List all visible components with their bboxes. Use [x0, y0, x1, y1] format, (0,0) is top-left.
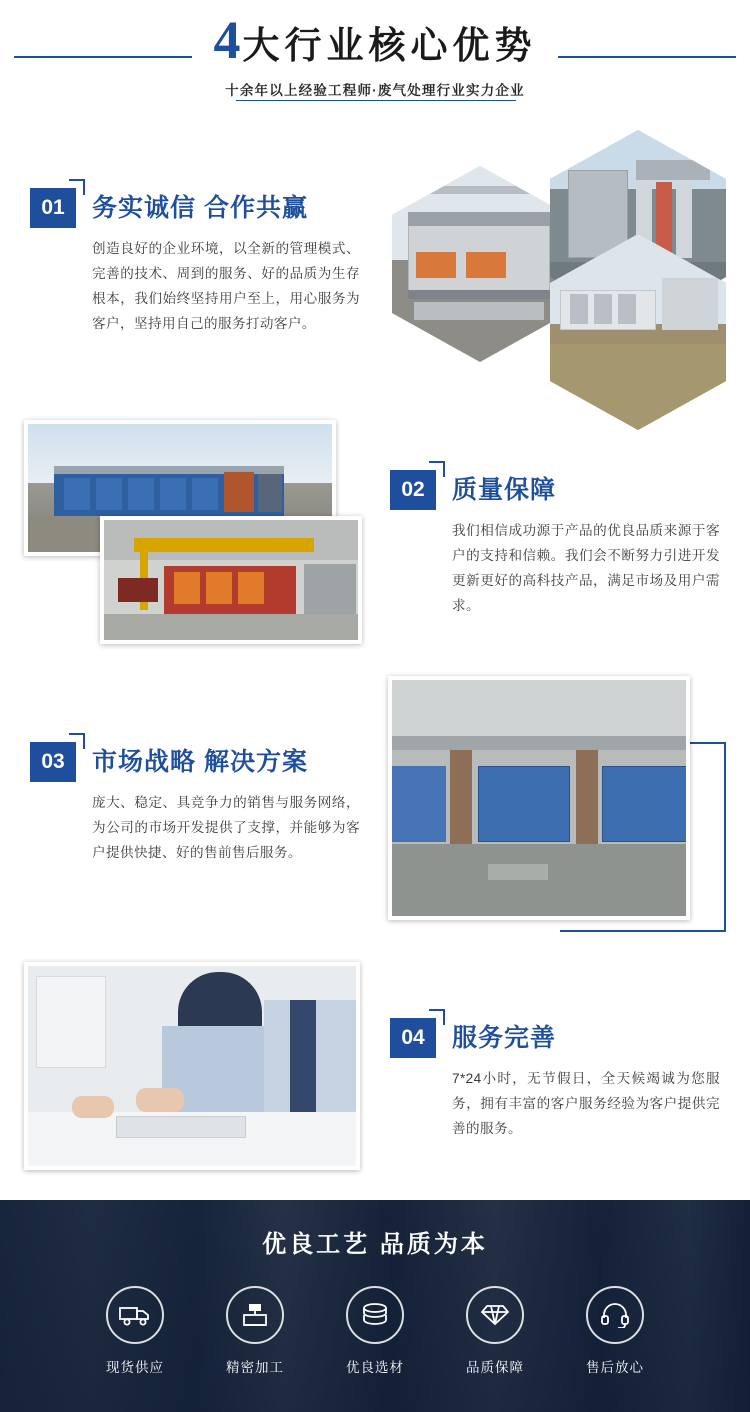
diamond-icon: [466, 1286, 524, 1344]
banner-item-3: [449, 1286, 541, 1376]
section-04: [390, 1018, 720, 1141]
section-03-title: 市场战略 解决方案: [92, 748, 308, 776]
section-04-body: 7*24小时，无节假日，全天候竭诚为您服务，拥有丰富的客户服务经验为客户提供完善的服务。: [452, 1071, 720, 1136]
bottom-banner: [0, 1200, 750, 1412]
banner-item-4: [569, 1286, 661, 1376]
section-02-number-badge: [390, 470, 436, 510]
hex-photo-left-image: [392, 166, 568, 362]
section-01-number: 01: [30, 188, 76, 228]
banner-item-1: [209, 1286, 301, 1376]
banner-title: 优良工艺 品质为本: [262, 1231, 488, 1258]
section-01-number-badge: [30, 188, 76, 228]
header-subtitle: 十余年以上经验工程师·废气处理行业实力企业: [225, 83, 525, 98]
banner-item-0-label: 现货供应: [106, 1360, 164, 1375]
factory-icon: [226, 1286, 284, 1344]
section-04-number: 04: [390, 1018, 436, 1058]
header-title-row: [213, 10, 537, 70]
section-03-number: 03: [30, 742, 76, 782]
header-underline: [236, 100, 516, 101]
banner-item-2-label: 优良选材: [346, 1360, 404, 1375]
photo-04: [24, 962, 360, 1170]
header-rule-left: [14, 56, 192, 58]
headset-icon: [586, 1286, 644, 1344]
section-02-body: 我们相信成功源于产品的优良品质来源于客户的支持和信赖。我们会不断努力引进开发更新更好的高科技产品，满足市场及用户需求。: [452, 523, 720, 613]
hex-photo-left: [392, 166, 568, 362]
section-03-body: 庞大、稳定、具竞争力的销售与服务网络，为公司的市场开发提供了支撑，并能够为客户提供快捷、好的售前售后服务。: [92, 795, 360, 860]
hex-photo-group: [390, 130, 726, 400]
banner-item-0: [89, 1286, 181, 1376]
page-header: [0, 0, 750, 112]
section-02: [390, 470, 720, 618]
section-04-number-badge: [390, 1018, 436, 1058]
section-02-title: 质量保障: [452, 476, 557, 504]
section-02-number: 02: [390, 470, 436, 510]
banner-item-4-label: 售后放心: [586, 1360, 644, 1375]
section-04-title: 服务完善: [452, 1024, 557, 1052]
banner-item-2: [329, 1286, 421, 1376]
photo-03-accent-bottom: [560, 930, 726, 932]
banner-feature-list: [0, 1286, 750, 1376]
section-04-head: [390, 1018, 720, 1058]
section-01-head: [30, 188, 360, 228]
section-03-head: [30, 742, 370, 782]
section-01-title: 务实诚信 合作共赢: [92, 194, 308, 222]
header-number: 4: [213, 10, 241, 70]
section-01-body: 创造良好的企业环境，以全新的管理模式、完善的技术、周到的服务、好的品质为生存根本，我们始终坚持用户至上，用心服务为客户，坚持用自己的服务打动客户。: [92, 241, 360, 331]
section-03-number-badge: [30, 742, 76, 782]
banner-item-3-label: 品质保障: [466, 1360, 524, 1375]
section-03: [30, 742, 370, 865]
photo-02-b: [100, 516, 362, 644]
photo-03: [388, 676, 690, 920]
section-01: [30, 188, 360, 336]
section-02-head: [390, 470, 720, 510]
layers-icon: [346, 1286, 404, 1344]
header-rule-right: [558, 56, 736, 58]
banner-item-1-label: 精密加工: [226, 1360, 284, 1375]
page-title: 大行业核心优势: [242, 25, 537, 66]
truck-icon: [106, 1286, 164, 1344]
